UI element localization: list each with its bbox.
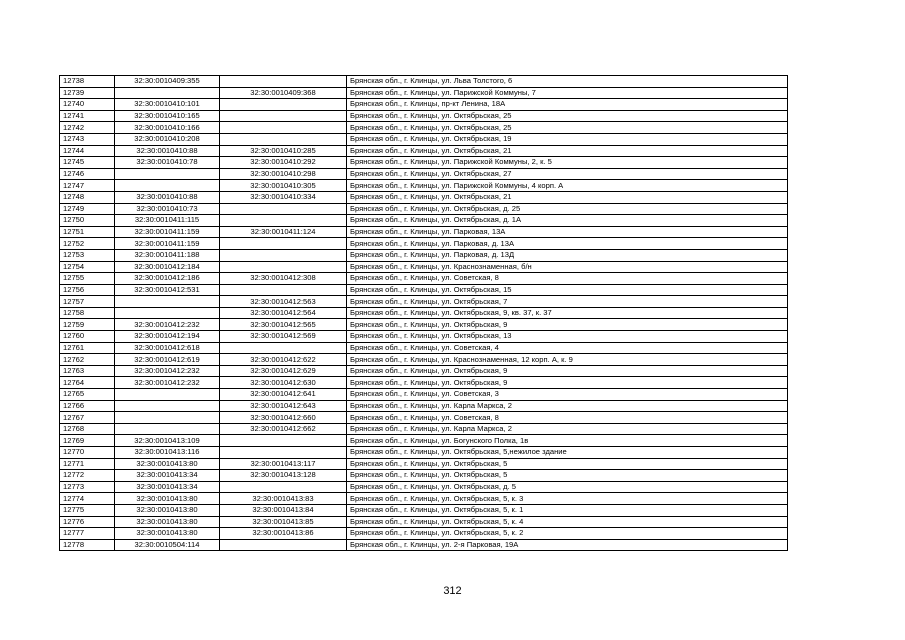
land-cadastral-number-cell [115, 296, 220, 308]
table-row [60, 493, 788, 505]
row-number-cell: 12746 [60, 168, 115, 180]
row-number-cell: 12757 [60, 296, 115, 308]
row-number-cell: 12756 [60, 284, 115, 296]
table-row [60, 377, 788, 389]
table-row [60, 319, 788, 331]
building-cadastral-number-cell: 32:30:0010413:86 [220, 528, 347, 540]
building-cadastral-number-cell: 32:30:0010411:124 [220, 226, 347, 238]
building-cadastral-number-cell: 32:30:0010410:285 [220, 145, 347, 157]
building-cadastral-number-cell: 32:30:0010412:569 [220, 331, 347, 343]
table-row [60, 389, 788, 401]
building-cadastral-number-cell: 32:30:0010412:660 [220, 412, 347, 424]
land-cadastral-number-cell: 32:30:0010413:80 [115, 493, 220, 505]
address-cell: Брянская обл., г. Клинцы, ул. Октябрьская, 7 [347, 296, 788, 308]
land-cadastral-number-cell: 32:30:0010410:208 [115, 133, 220, 145]
address-cell: Брянская обл., г. Клинцы, ул. Октябрьская, 13 [347, 331, 788, 343]
building-cadastral-number-cell: 32:30:0010412:630 [220, 377, 347, 389]
table-row [60, 238, 788, 250]
land-cadastral-number-cell [115, 87, 220, 99]
building-cadastral-number-cell: 32:30:0010412:622 [220, 354, 347, 366]
building-cadastral-number-cell: 32:30:0010410:305 [220, 180, 347, 192]
row-number-cell: 12750 [60, 215, 115, 227]
land-cadastral-number-cell: 32:30:0010409:355 [115, 76, 220, 88]
table-row [60, 423, 788, 435]
land-cadastral-number-cell: 32:30:0010411:188 [115, 249, 220, 261]
land-cadastral-number-cell: 32:30:0010410:78 [115, 157, 220, 169]
table-row [60, 365, 788, 377]
row-number-cell: 12740 [60, 99, 115, 111]
table-row [60, 504, 788, 516]
building-cadastral-number-cell: 32:30:0010412:308 [220, 273, 347, 285]
land-cadastral-number-cell: 32:30:0010412:184 [115, 261, 220, 273]
address-cell: Брянская обл., г. Клинцы, ул. Краснознаменная, 12 корп. А, к. 9 [347, 354, 788, 366]
address-cell: Брянская обл., г. Клинцы, ул. Октябрьская, 5, к. 1 [347, 504, 788, 516]
address-cell: Брянская обл., г. Клинцы, ул. Льва Толстого, 6 [347, 76, 788, 88]
table-row [60, 180, 788, 192]
table-row [60, 331, 788, 343]
building-cadastral-number-cell [220, 238, 347, 250]
table-row [60, 133, 788, 145]
address-cell: Брянская обл., г. Клинцы, ул. Советская, 4 [347, 342, 788, 354]
row-number-cell: 12776 [60, 516, 115, 528]
address-cell: Брянская обл., г. Клинцы, ул. Октябрьская, 9 [347, 319, 788, 331]
row-number-cell: 12763 [60, 365, 115, 377]
land-cadastral-number-cell [115, 423, 220, 435]
address-cell: Брянская обл., г. Клинцы, ул. Советская, 8 [347, 273, 788, 285]
address-cell: Брянская обл., г. Клинцы, ул. Октябрьская, д. 25 [347, 203, 788, 215]
land-cadastral-number-cell: 32:30:0010413:116 [115, 447, 220, 459]
table-row [60, 122, 788, 134]
row-number-cell: 12771 [60, 458, 115, 470]
cadastral-table [59, 75, 788, 551]
table-row [60, 400, 788, 412]
address-cell: Брянская обл., г. Клинцы, ул. Советская, 3 [347, 389, 788, 401]
table-row [60, 273, 788, 285]
row-number-cell: 12760 [60, 331, 115, 343]
row-number-cell: 12755 [60, 273, 115, 285]
table-row [60, 354, 788, 366]
land-cadastral-number-cell: 32:30:0010413:80 [115, 504, 220, 516]
address-cell: Брянская обл., г. Клинцы, ул. Октябрьская, 9 [347, 365, 788, 377]
row-number-cell: 12749 [60, 203, 115, 215]
table-row [60, 481, 788, 493]
address-cell: Брянская обл., г. Клинцы, ул. Парижской Коммуны, 2, к. 5 [347, 157, 788, 169]
table-row [60, 261, 788, 273]
land-cadastral-number-cell: 32:30:0010412:194 [115, 331, 220, 343]
table-row [60, 87, 788, 99]
land-cadastral-number-cell: 32:30:0010413:80 [115, 528, 220, 540]
address-cell: Брянская обл., г. Клинцы, пр-кт Ленина, 18А [347, 99, 788, 111]
row-number-cell: 12759 [60, 319, 115, 331]
building-cadastral-number-cell [220, 481, 347, 493]
building-cadastral-number-cell [220, 539, 347, 551]
table-row [60, 307, 788, 319]
land-cadastral-number-cell [115, 307, 220, 319]
building-cadastral-number-cell: 32:30:0010410:298 [220, 168, 347, 180]
building-cadastral-number-cell [220, 435, 347, 447]
building-cadastral-number-cell: 32:30:0010412:641 [220, 389, 347, 401]
row-number-cell: 12768 [60, 423, 115, 435]
row-number-cell: 12767 [60, 412, 115, 424]
address-cell: Брянская обл., г. Клинцы, ул. Октябрьская, 15 [347, 284, 788, 296]
land-cadastral-number-cell: 32:30:0010413:34 [115, 481, 220, 493]
table-row [60, 215, 788, 227]
address-cell: Брянская обл., г. Клинцы, ул. Октябрьская, 27 [347, 168, 788, 180]
land-cadastral-number-cell: 32:30:0010410:88 [115, 145, 220, 157]
address-cell: Брянская обл., г. Клинцы, ул. Октябрьская, 21 [347, 191, 788, 203]
table-row [60, 249, 788, 261]
table-row [60, 539, 788, 551]
building-cadastral-number-cell [220, 447, 347, 459]
building-cadastral-number-cell [220, 215, 347, 227]
land-cadastral-number-cell [115, 412, 220, 424]
row-number-cell: 12742 [60, 122, 115, 134]
building-cadastral-number-cell: 32:30:0010409:368 [220, 87, 347, 99]
row-number-cell: 12764 [60, 377, 115, 389]
address-cell: Брянская обл., г. Клинцы, ул. Октябрьская, 5, к. 4 [347, 516, 788, 528]
building-cadastral-number-cell: 32:30:0010413:117 [220, 458, 347, 470]
row-number-cell: 12753 [60, 249, 115, 261]
table-row [60, 203, 788, 215]
building-cadastral-number-cell [220, 261, 347, 273]
row-number-cell: 12772 [60, 470, 115, 482]
building-cadastral-number-cell [220, 342, 347, 354]
land-cadastral-number-cell: 32:30:0010411:159 [115, 238, 220, 250]
building-cadastral-number-cell: 32:30:0010412:565 [220, 319, 347, 331]
address-cell: Брянская обл., г. Клинцы, ул. Октябрьская, д. 1А [347, 215, 788, 227]
building-cadastral-number-cell [220, 99, 347, 111]
table-row [60, 168, 788, 180]
address-cell: Брянская обл., г. Клинцы, ул. Парковая, 13А [347, 226, 788, 238]
land-cadastral-number-cell: 32:30:0010410:166 [115, 122, 220, 134]
row-number-cell: 12744 [60, 145, 115, 157]
row-number-cell: 12739 [60, 87, 115, 99]
table-row [60, 76, 788, 88]
address-cell: Брянская обл., г. Клинцы, ул. Карла Маркса, 2 [347, 400, 788, 412]
land-cadastral-number-cell: 32:30:0010412:232 [115, 365, 220, 377]
land-cadastral-number-cell: 32:30:0010504:114 [115, 539, 220, 551]
table-row [60, 284, 788, 296]
table-row [60, 110, 788, 122]
address-cell: Брянская обл., г. Клинцы, ул. Октябрьская, 5 [347, 458, 788, 470]
building-cadastral-number-cell [220, 122, 347, 134]
row-number-cell: 12751 [60, 226, 115, 238]
land-cadastral-number-cell: 32:30:0010412:232 [115, 319, 220, 331]
row-number-cell: 12769 [60, 435, 115, 447]
building-cadastral-number-cell: 32:30:0010412:643 [220, 400, 347, 412]
table-row [60, 99, 788, 111]
address-cell: Брянская обл., г. Клинцы, ул. Октябрьская, д. 5 [347, 481, 788, 493]
land-cadastral-number-cell: 32:30:0010411:159 [115, 226, 220, 238]
building-cadastral-number-cell: 32:30:0010412:662 [220, 423, 347, 435]
land-cadastral-number-cell: 32:30:0010413:109 [115, 435, 220, 447]
building-cadastral-number-cell: 32:30:0010410:334 [220, 191, 347, 203]
row-number-cell: 12774 [60, 493, 115, 505]
land-cadastral-number-cell [115, 168, 220, 180]
table-row [60, 516, 788, 528]
table-row [60, 447, 788, 459]
row-number-cell: 12741 [60, 110, 115, 122]
land-cadastral-number-cell: 32:30:0010412:186 [115, 273, 220, 285]
land-cadastral-number-cell [115, 180, 220, 192]
address-cell: Брянская обл., г. Клинцы, ул. Октябрьская, 9 [347, 377, 788, 389]
building-cadastral-number-cell: 32:30:0010413:85 [220, 516, 347, 528]
land-cadastral-number-cell: 32:30:0010412:531 [115, 284, 220, 296]
table-row [60, 435, 788, 447]
table-row [60, 342, 788, 354]
table-row [60, 296, 788, 308]
row-number-cell: 12758 [60, 307, 115, 319]
building-cadastral-number-cell [220, 284, 347, 296]
address-cell: Брянская обл., г. Клинцы, ул. Октябрьская, 19 [347, 133, 788, 145]
row-number-cell: 12738 [60, 76, 115, 88]
table-row [60, 226, 788, 238]
address-cell: Брянская обл., г. Клинцы, ул. Октябрьская, 9, кв. 37, к. 37 [347, 307, 788, 319]
table-row [60, 528, 788, 540]
building-cadastral-number-cell: 32:30:0010413:128 [220, 470, 347, 482]
address-cell: Брянская обл., г. Клинцы, ул. Октябрьская, 5, к. 2 [347, 528, 788, 540]
table-row [60, 412, 788, 424]
address-cell: Брянская обл., г. Клинцы, ул. Парижской Коммуны, 7 [347, 87, 788, 99]
building-cadastral-number-cell: 32:30:0010412:564 [220, 307, 347, 319]
row-number-cell: 12762 [60, 354, 115, 366]
table-row [60, 157, 788, 169]
row-number-cell: 12754 [60, 261, 115, 273]
row-number-cell: 12773 [60, 481, 115, 493]
address-cell: Брянская обл., г. Клинцы, ул. 2-я Парковая, 19А [347, 539, 788, 551]
land-cadastral-number-cell [115, 400, 220, 412]
row-number-cell: 12765 [60, 389, 115, 401]
land-cadastral-number-cell: 32:30:0010412:619 [115, 354, 220, 366]
address-cell: Брянская обл., г. Клинцы, ул. Октябрьская, 21 [347, 145, 788, 157]
building-cadastral-number-cell: 32:30:0010413:83 [220, 493, 347, 505]
table-row [60, 458, 788, 470]
cadastral-table-body [60, 76, 788, 551]
land-cadastral-number-cell [115, 389, 220, 401]
building-cadastral-number-cell: 32:30:0010412:563 [220, 296, 347, 308]
address-cell: Брянская обл., г. Клинцы, ул. Богунского Полка, 1в [347, 435, 788, 447]
address-cell: Брянская обл., г. Клинцы, ул. Парижской Коммуны, 4 корп. А [347, 180, 788, 192]
row-number-cell: 12745 [60, 157, 115, 169]
building-cadastral-number-cell [220, 133, 347, 145]
address-cell: Брянская обл., г. Клинцы, ул. Карла Маркса, 2 [347, 423, 788, 435]
row-number-cell: 12770 [60, 447, 115, 459]
land-cadastral-number-cell: 32:30:0010413:80 [115, 516, 220, 528]
row-number-cell: 12761 [60, 342, 115, 354]
land-cadastral-number-cell: 32:30:0010413:80 [115, 458, 220, 470]
page-number: 312 [443, 585, 462, 597]
row-number-cell: 12766 [60, 400, 115, 412]
address-cell: Брянская обл., г. Клинцы, ул. Октябрьская, 25 [347, 122, 788, 134]
address-cell: Брянская обл., г. Клинцы, ул. Октябрьская, 25 [347, 110, 788, 122]
building-cadastral-number-cell [220, 76, 347, 88]
building-cadastral-number-cell: 32:30:0010412:629 [220, 365, 347, 377]
building-cadastral-number-cell [220, 249, 347, 261]
table-row [60, 145, 788, 157]
row-number-cell: 12778 [60, 539, 115, 551]
row-number-cell: 12743 [60, 133, 115, 145]
building-cadastral-number-cell [220, 110, 347, 122]
row-number-cell: 12752 [60, 238, 115, 250]
land-cadastral-number-cell: 32:30:0010413:34 [115, 470, 220, 482]
land-cadastral-number-cell: 32:30:0010410:101 [115, 99, 220, 111]
land-cadastral-number-cell: 32:30:0010410:88 [115, 191, 220, 203]
land-cadastral-number-cell: 32:30:0010412:618 [115, 342, 220, 354]
land-cadastral-number-cell: 32:30:0010410:73 [115, 203, 220, 215]
land-cadastral-number-cell: 32:30:0010410:165 [115, 110, 220, 122]
table-row [60, 470, 788, 482]
building-cadastral-number-cell: 32:30:0010413:84 [220, 504, 347, 516]
row-number-cell: 12775 [60, 504, 115, 516]
row-number-cell: 12748 [60, 191, 115, 203]
address-cell: Брянская обл., г. Клинцы, ул. Октябрьская, 5,нежилое здание [347, 447, 788, 459]
building-cadastral-number-cell: 32:30:0010410:292 [220, 157, 347, 169]
address-cell: Брянская обл., г. Клинцы, ул. Октябрьская, 5 [347, 470, 788, 482]
address-cell: Брянская обл., г. Клинцы, ул. Октябрьская, 5, к. 3 [347, 493, 788, 505]
land-cadastral-number-cell: 32:30:0010412:232 [115, 377, 220, 389]
table-row [60, 191, 788, 203]
row-number-cell: 12777 [60, 528, 115, 540]
row-number-cell: 12747 [60, 180, 115, 192]
address-cell: Брянская обл., г. Клинцы, ул. Парковая, д. 13А [347, 238, 788, 250]
address-cell: Брянская обл., г. Клинцы, ул. Краснознаменная, б/н [347, 261, 788, 273]
address-cell: Брянская обл., г. Клинцы, ул. Советская, 8 [347, 412, 788, 424]
land-cadastral-number-cell: 32:30:0010411:115 [115, 215, 220, 227]
building-cadastral-number-cell [220, 203, 347, 215]
address-cell: Брянская обл., г. Клинцы, ул. Парковая, д. 13Д [347, 249, 788, 261]
